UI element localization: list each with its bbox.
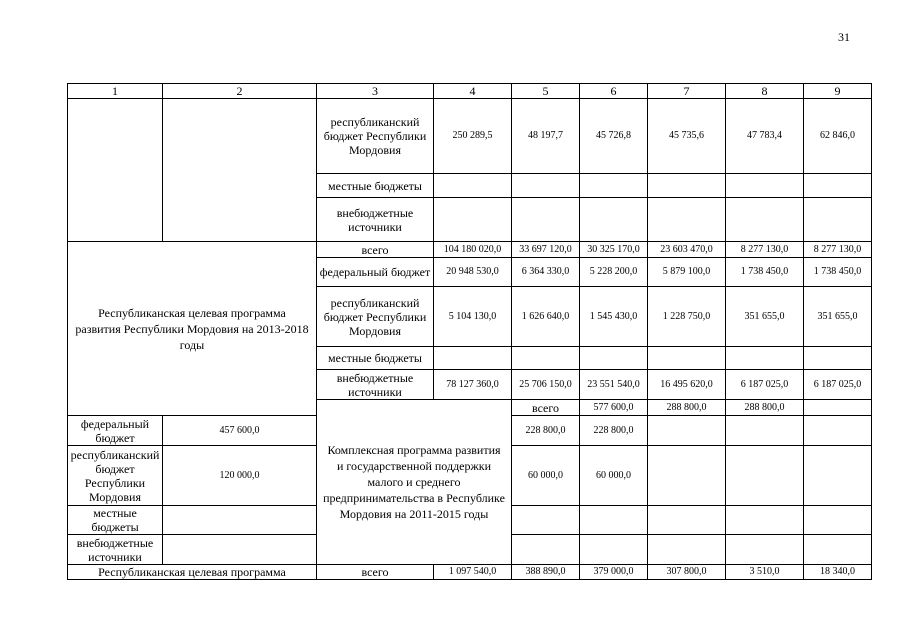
value-cell: 6 364 330,0 bbox=[512, 258, 580, 287]
source-cell: всего bbox=[512, 400, 580, 416]
value-cell: 120 000,0 bbox=[163, 446, 317, 506]
value-cell: 1 738 450,0 bbox=[804, 258, 872, 287]
value-cell: 288 800,0 bbox=[648, 400, 726, 416]
value-cell: 62 846,0 bbox=[804, 99, 872, 174]
value-cell: 23 603 470,0 bbox=[648, 242, 726, 258]
column-header: 6 bbox=[580, 84, 648, 99]
value-cell: 288 800,0 bbox=[726, 400, 804, 416]
source-cell: всего bbox=[317, 242, 434, 258]
value-cell: 20 948 530,0 bbox=[434, 258, 512, 287]
column-header: 2 bbox=[163, 84, 317, 99]
program-name: Республиканская целевая программа развития Республики Мордовия на 2013-2018 годы bbox=[68, 242, 317, 416]
value-cell: 60 000,0 bbox=[580, 446, 648, 506]
value-cell: 388 890,0 bbox=[512, 565, 580, 580]
column-header: 3 bbox=[317, 84, 434, 99]
value-cell: 16 495 620,0 bbox=[648, 370, 726, 400]
value-cell: 47 783,4 bbox=[726, 99, 804, 174]
value-cell: 48 197,7 bbox=[512, 99, 580, 174]
column-header: 1 bbox=[68, 84, 163, 99]
value-cell: 307 800,0 bbox=[648, 565, 726, 580]
value-cell: 45 735,6 bbox=[648, 99, 726, 174]
value-cell: 104 180 020,0 bbox=[434, 242, 512, 258]
empty-cell bbox=[68, 99, 163, 242]
program-name: Республиканская целевая программа bbox=[68, 565, 317, 580]
value-cell: 18 340,0 bbox=[804, 565, 872, 580]
value-cell: 45 726,8 bbox=[580, 99, 648, 174]
source-cell: местные бюджеты bbox=[68, 506, 163, 535]
value-cell: 351 655,0 bbox=[726, 287, 804, 347]
value-cell: 379 000,0 bbox=[580, 565, 648, 580]
column-header: 4 bbox=[434, 84, 512, 99]
value-cell: 5 879 100,0 bbox=[648, 258, 726, 287]
source-cell: внебюджетные источники bbox=[317, 198, 434, 242]
value-cell: 6 187 025,0 bbox=[804, 370, 872, 400]
source-cell: местные бюджеты bbox=[317, 174, 434, 198]
value-cell: 250 289,5 bbox=[434, 99, 512, 174]
value-cell: 1 097 540,0 bbox=[434, 565, 512, 580]
value-cell: 78 127 360,0 bbox=[434, 370, 512, 400]
value-cell: 228 800,0 bbox=[512, 416, 580, 446]
source-cell: республиканский бюджет Республики Мордовия bbox=[68, 446, 163, 506]
value-cell: 1 228 750,0 bbox=[648, 287, 726, 347]
table-row bbox=[68, 565, 872, 580]
source-cell: всего bbox=[317, 565, 434, 580]
value-cell: 8 277 130,0 bbox=[726, 242, 804, 258]
source-cell: внебюджетные источники bbox=[68, 535, 163, 565]
program-name: Комплексная программа развития и государственной поддержки малого и среднего предпринимательства в Республике Мордовия на 2011-2015 годы bbox=[317, 400, 512, 565]
source-cell: федеральный бюджет bbox=[68, 416, 163, 446]
value-cell: 577 600,0 bbox=[580, 400, 648, 416]
source-cell: федеральный бюджет bbox=[317, 258, 434, 287]
table-row bbox=[68, 242, 872, 258]
value-cell: 5 228 200,0 bbox=[580, 258, 648, 287]
empty-cell bbox=[163, 99, 317, 242]
value-cell: 3 510,0 bbox=[726, 565, 804, 580]
value-cell: 8 277 130,0 bbox=[804, 242, 872, 258]
value-cell: 1 738 450,0 bbox=[726, 258, 804, 287]
source-cell: местные бюджеты bbox=[317, 347, 434, 370]
header-row bbox=[68, 84, 872, 99]
value-cell: 25 706 150,0 bbox=[512, 370, 580, 400]
value-cell: 351 655,0 bbox=[804, 287, 872, 347]
value-cell: 23 551 540,0 bbox=[580, 370, 648, 400]
value-cell: 30 325 170,0 bbox=[580, 242, 648, 258]
column-header: 5 bbox=[512, 84, 580, 99]
value-cell: 33 697 120,0 bbox=[512, 242, 580, 258]
source-cell: республиканский бюджет Республики Мордовия bbox=[317, 287, 434, 347]
column-header: 7 bbox=[648, 84, 726, 99]
table-row bbox=[68, 99, 872, 174]
value-cell: 1 626 640,0 bbox=[512, 287, 580, 347]
source-cell: внебюджетные источники bbox=[317, 370, 434, 400]
page-number: 31 bbox=[838, 30, 850, 44]
value-cell: 6 187 025,0 bbox=[726, 370, 804, 400]
column-header: 9 bbox=[804, 84, 872, 99]
value-cell: 457 600,0 bbox=[163, 416, 317, 446]
value-cell: 228 800,0 bbox=[580, 416, 648, 446]
value-cell: 5 104 130,0 bbox=[434, 287, 512, 347]
source-cell: республиканский бюджет Республики Мордовия bbox=[317, 99, 434, 174]
value-cell: 60 000,0 bbox=[512, 446, 580, 506]
value-cell: 1 545 430,0 bbox=[580, 287, 648, 347]
budget-table bbox=[67, 83, 872, 580]
column-header: 8 bbox=[726, 84, 804, 99]
